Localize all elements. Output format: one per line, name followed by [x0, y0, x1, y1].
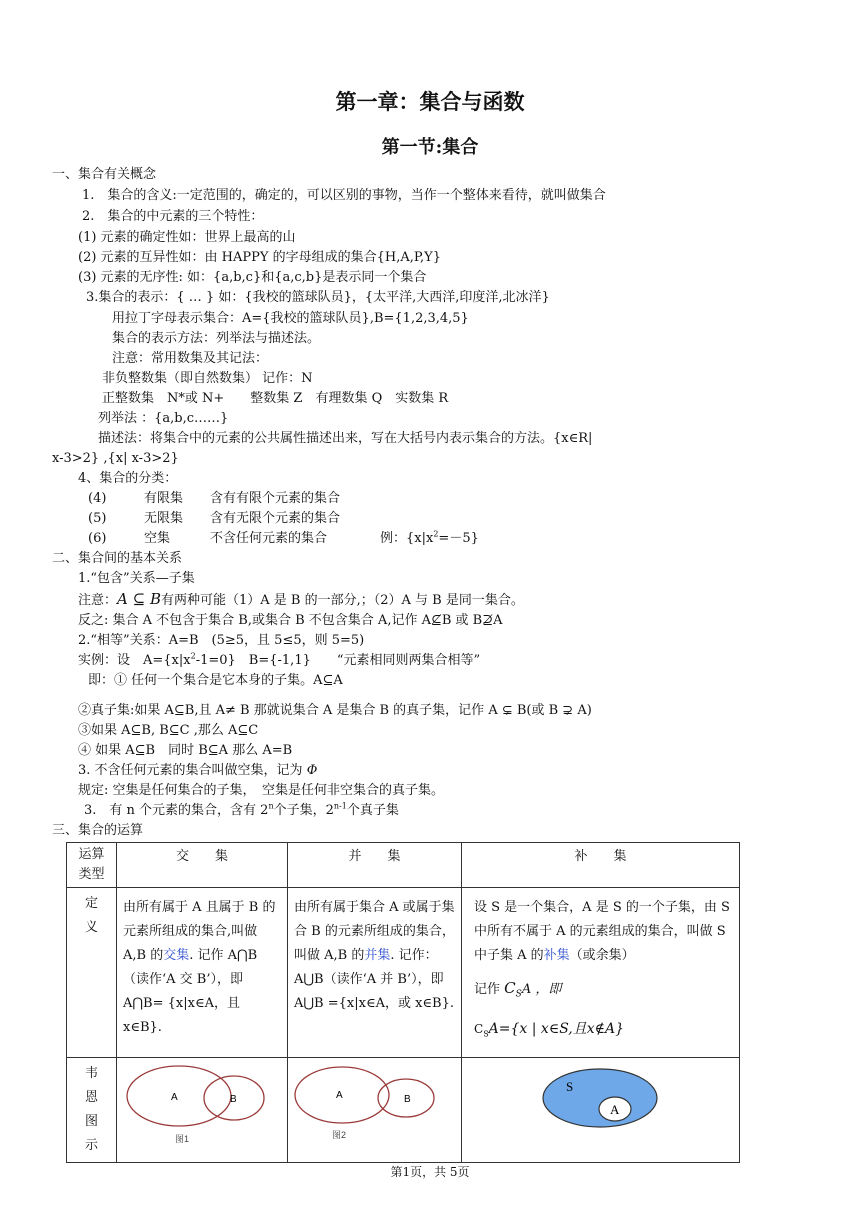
line-8: 集合的表示方法：列举法与描述法。 [112, 331, 321, 346]
line-26: ③如果 A⊆B, B⊆C ,那么 A⊆C [78, 723, 259, 738]
cell-venn-union [288, 1058, 462, 1163]
term-complement: 补集 [543, 948, 570, 963]
venn3-label-s: S [566, 1079, 574, 1094]
line-1: 1. 集合的含义:一定范围的，确定的，可以区别的事物，当作一个整体来看待，就叫做集合 [82, 188, 606, 203]
venn1-set-a [127, 1066, 231, 1126]
class-num-4: (4) [88, 491, 107, 506]
line-25: ②真子集:如果 A⊆B,且 A≠ B 那就说集合 A 是集合 B 的真子集，记作 A ⊊ B(或 B ⊋ A) [78, 703, 592, 718]
line-14: x-3>2} ,{x| x-3>2} [52, 451, 179, 466]
class-name-finite: 有限集 [144, 491, 184, 506]
venn3-universe-s [543, 1069, 657, 1127]
table-row-definition [67, 888, 740, 1058]
heading-relations: 二、集合间的基本关系 [52, 551, 183, 566]
line-20: 注意：A ⊆ B有两种可能（1）A 是 B 的一部分,；（2）A 与 B 是同一集合。 [78, 590, 524, 608]
class-name-infinite: 无限集 [144, 511, 184, 526]
line-3: (1) 元素的确定性如：世界上最高的山 [78, 230, 296, 245]
line-11: 正整数集 N*或 N+ 整数集 Z 有理数集 Q 实数集 R [102, 391, 449, 406]
line-2: 2. 集合的中元素的三个特性： [82, 209, 264, 224]
set-operations-table [66, 842, 740, 1163]
header-complement: 补 集 [462, 843, 740, 888]
heading-concepts: 一、集合有关概念 [52, 167, 157, 182]
cell-venn-intersection [117, 1058, 288, 1163]
line-22: 2.“相等”关系：A=B (5≥5，且 5≤5，则 5=5) [78, 633, 365, 648]
cell-intersection-definition: 由所有属于 A 且属于 B 的元素所组成的集合,叫做 A,B 的交集. 记作 A⋂B（读作‘A 交 B’），即 A⋂B= {x|x∈A，且 x∈B}. [117, 888, 288, 1058]
line-19: 1.“包含”关系—子集 [78, 571, 195, 586]
line-4: (2) 元素的互异性如：由 HAPPY 的字母组成的集合{H,A,P,Y} [78, 250, 441, 265]
class-num-5: (5) [88, 511, 107, 526]
cell-complement-definition: 设 S 是一个集合，A 是 S 的一个子集，由 S 中所有不属于 A 的元素组成的集合，叫做 S 中子集 A 的补集（或余集） 记作 $C_SA$ ，即 $C_SA=\{x$ | x∈S,且x∉A} [462, 888, 740, 1058]
venn1-label-b: B [230, 1094, 237, 1105]
line-6: 3.集合的表示：{ … } 如：{我校的篮球队员}，{太平洋,大西洋,印度洋,北冰洋} [86, 290, 550, 305]
section-title: 第一节:集合 [381, 137, 479, 158]
venn1-caption: 图1 [175, 1134, 190, 1144]
venn2-label-a: A [336, 1090, 343, 1101]
heading-operations: 三、集合的运算 [52, 823, 144, 838]
line-13: 描述法：将集合中的元素的公共属性描述出来，写在大括号内表示集合的方法。{x∈R| [98, 431, 593, 446]
class-name-empty: 空集 [144, 531, 171, 546]
venn2-caption: 图2 [332, 1130, 347, 1140]
line-24: 即：① 任何一个集合是它本身的子集。A⊆A [88, 673, 343, 688]
line-27: ④ 如果 A⊆B 同时 B⊆A 那么 A=B [78, 743, 293, 758]
line-23: 实例：设 $A=\{x|x^2-1=0\}$ B={-1,1} “元素相同则两集合相等” [78, 651, 481, 668]
table-row-venn [67, 1058, 740, 1163]
term-union: 并集 [364, 948, 391, 963]
class-num-6: (6) [88, 531, 107, 546]
venn1-label-a: A [171, 1092, 178, 1103]
header-type: 运算类型 [67, 843, 117, 888]
line-9: 注意：常用数集及其记法： [112, 351, 269, 366]
row-label-venn: 韦恩图示 [67, 1058, 117, 1163]
page-footer: 第1页，共 5页 [390, 1165, 470, 1179]
header-union: 并 集 [288, 843, 462, 888]
line-29: 规定: 空集是任何集合的子集， 空集是任何非空集合的真子集。 [78, 783, 445, 798]
class-desc-finite: 含有有限个元素的集合 [210, 491, 341, 506]
venn-union-diagram [288, 1058, 460, 1150]
term-intersection: 交集 [163, 948, 190, 963]
table-header-row [67, 843, 740, 888]
venn2-label-b: B [404, 1094, 411, 1105]
line-12: 列举法 ：{a,b,c……} [98, 411, 229, 426]
line-30: 3. 有 n 个元素的集合，含有 2$^n$个子集，2$^{n-1}$个真子集 [84, 801, 399, 818]
line-5: (3) 元素的无序性: 如：{a,b,c}和{a,c,b}是表示同一个集合 [78, 270, 427, 285]
line-7: 用拉丁字母表示集合：A={我校的篮球队员},B={1,2,3,4,5} [112, 311, 469, 326]
venn-intersection-diagram [117, 1058, 287, 1150]
row-label-definition: 定义 [67, 888, 117, 1058]
line-21: 反之: 集合 A 不包含于集合 B,或集合 B 不包含集合 A,记作 A⊈B 或 B⊉A [78, 613, 503, 628]
class-desc-empty: 不含任何元素的集合 [210, 531, 328, 546]
cell-union-definition: 由所有属于集合 A 或属于集合 B 的元素所组成的集合，叫做 A,B 的并集. 记作：A⋃B（读作‘A 并 B’），即 A⋃B ={x|x∈A，或 x∈B}. [288, 888, 462, 1058]
cell-venn-complement [462, 1058, 740, 1163]
line-10: 非负整数集（即自然数集） 记作：N [102, 371, 313, 386]
class-example-empty: 例：$\{x|x^2=-5\}$ [380, 529, 479, 546]
line-15: 4、集合的分类： [78, 471, 178, 486]
chapter-title: 第一章：集合与函数 [335, 89, 525, 114]
class-desc-infinite: 含有无限个元素的集合 [210, 511, 341, 526]
line-28: 3. 不含任何元素的集合叫做空集，记为 Φ [78, 763, 318, 778]
header-intersection: 交 集 [117, 843, 288, 888]
venn-complement-diagram [462, 1058, 738, 1150]
venn3-label-a: A [610, 1102, 620, 1117]
